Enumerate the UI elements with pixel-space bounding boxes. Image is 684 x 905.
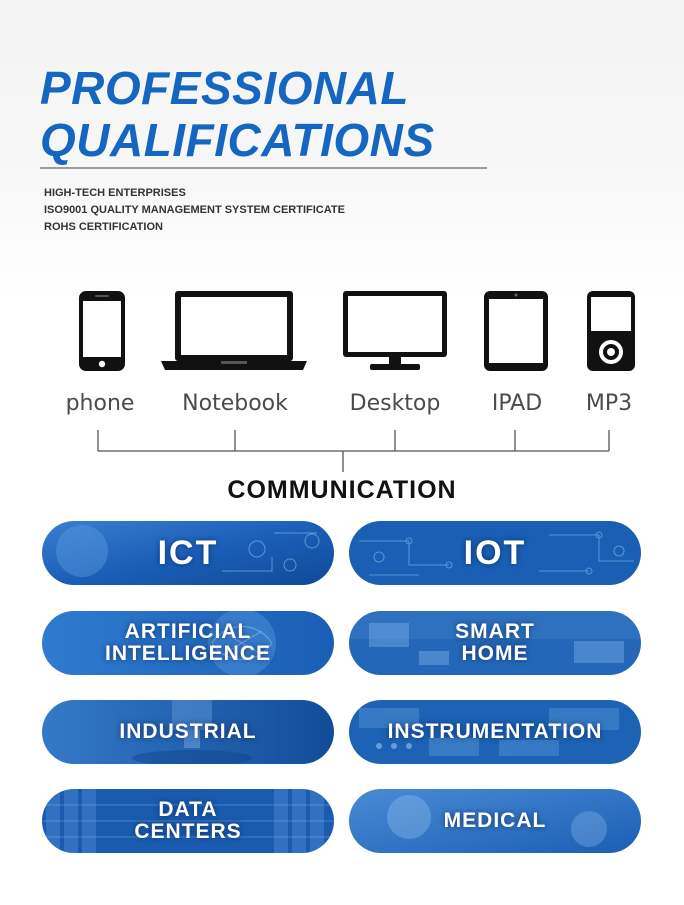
- category-label: INSTRUMENTATION: [387, 720, 603, 743]
- category-instrumentation: [349, 700, 641, 764]
- qualification-item: ROHS CERTIFICATION: [44, 221, 163, 233]
- category-data-centers: [42, 789, 334, 853]
- category-ict: [42, 521, 334, 585]
- category-industrial: [42, 700, 334, 764]
- category-label: ICT: [157, 534, 219, 572]
- qualification-list: [44, 185, 345, 236]
- device-label-phone: phone: [65, 391, 135, 416]
- laptop-icon: [161, 290, 307, 372]
- category-smart-home: [349, 611, 641, 675]
- category-artificial-intelligence: [42, 611, 334, 675]
- category-medical: [349, 789, 641, 853]
- device-label-notebook: Notebook: [182, 391, 288, 416]
- title-line-1: PROFESSIONAL: [40, 62, 409, 114]
- qualification-item: ISO9001 QUALITY MANAGEMENT SYSTEM CERTIFICATE: [44, 204, 345, 216]
- category-label: DATA CENTERS: [134, 798, 242, 843]
- device-label-desktop: Desktop: [349, 391, 441, 416]
- category-label: ARTIFICIAL INTELLIGENCE: [104, 620, 271, 665]
- title-line-2: QUALIFICATIONS: [40, 114, 435, 166]
- category-label: INDUSTRIAL: [119, 720, 257, 743]
- category-iot: [349, 521, 641, 585]
- tablet-icon: [483, 290, 549, 372]
- qualification-item: HIGH-TECH ENTERPRISES: [44, 187, 186, 199]
- smartphone-icon: [78, 290, 126, 372]
- device-label-ipad: IPAD: [491, 391, 543, 416]
- communication-heading: COMMUNICATION: [227, 476, 457, 504]
- category-label: IOT: [463, 534, 527, 572]
- mp3-player-icon: [586, 290, 636, 372]
- connector-tree: [0, 428, 684, 474]
- category-label: SMART HOME: [455, 620, 535, 665]
- category-label: MEDICAL: [443, 809, 547, 832]
- monitor-icon: [342, 290, 448, 372]
- title-divider: [40, 167, 487, 169]
- device-label-mp3: MP3: [585, 391, 633, 416]
